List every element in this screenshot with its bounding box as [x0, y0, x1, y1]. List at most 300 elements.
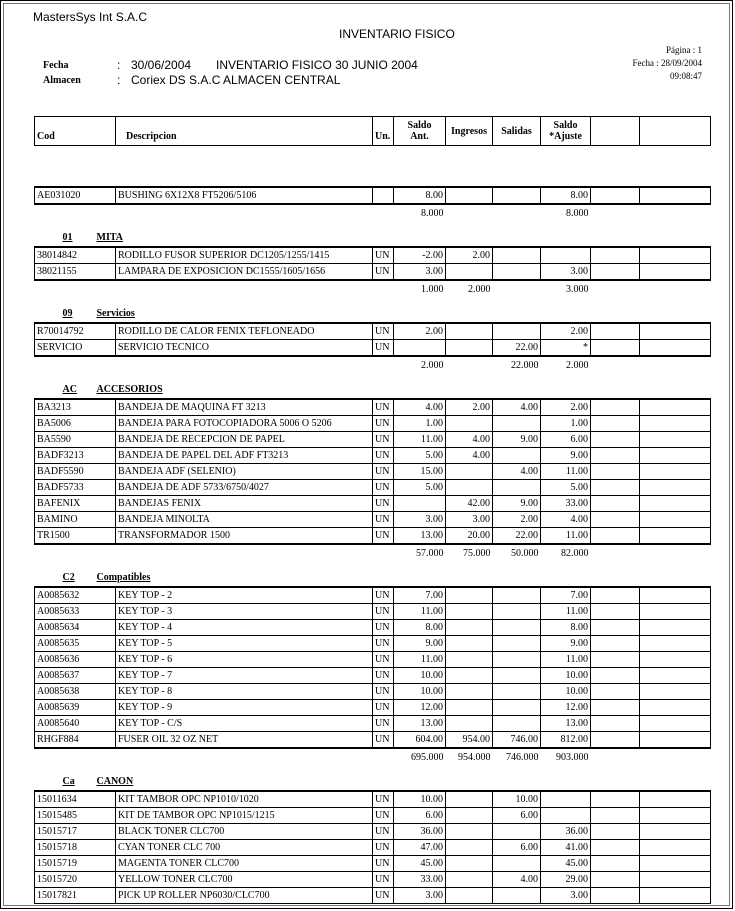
cell-saldo-ajuste: 29.00 [541, 872, 591, 888]
cell-saldo-ant: 11.00 [394, 432, 446, 448]
cell-saldo-ant: 1.00 [394, 416, 446, 432]
cell-saldo-ajuste: 7.00 [541, 587, 591, 604]
cell-cod: A0085637 [35, 668, 116, 684]
group-heading [35, 773, 711, 791]
cell-salidas [493, 668, 541, 684]
cell-cod: BA5006 [35, 416, 116, 432]
cell-saldo-ant: 11.00 [394, 604, 446, 620]
cell-un: UN [373, 604, 394, 620]
cell-saldo-ant: 15.00 [394, 464, 446, 480]
cell-salidas: 22.00 [493, 340, 541, 357]
group-gap-cell [35, 222, 711, 229]
cell-ingresos: 4.00 [446, 432, 493, 448]
cell-un: UN [373, 700, 394, 716]
cell-saldo-ant: 6.00 [394, 808, 446, 824]
cell-ingresos: 2.00 [446, 247, 493, 264]
total-salidas: 22.000 [511, 360, 539, 371]
table-row [35, 824, 711, 840]
cell-saldo-ajuste: 6.00 [541, 432, 591, 448]
saldo-ant-line2: Ant. [410, 131, 429, 142]
cell-ingresos [446, 620, 493, 636]
group-total-row [35, 356, 711, 374]
cell-blank-2 [640, 668, 711, 684]
group-gap-cell [35, 298, 711, 305]
group-gap [35, 766, 711, 773]
cell-blank-2 [640, 732, 711, 749]
cell-descripcion: RODILLO FUSOR SUPERIOR DC1205/1255/1415 [116, 247, 373, 264]
cell-blank-2 [640, 496, 711, 512]
group-name: ACCESORIOS [96, 384, 163, 395]
cell-un: UN [373, 528, 394, 545]
fecha-label: Fecha [43, 60, 69, 71]
cell-ingresos [446, 791, 493, 808]
cell-blank-1 [591, 716, 640, 732]
cell-saldo-ajuste: 9.00 [541, 636, 591, 652]
cell-cod: TR1500 [35, 528, 116, 545]
table-row [35, 791, 711, 808]
cell-blank-2 [640, 416, 711, 432]
col-header-descripcion: Descripcion [116, 117, 373, 146]
group-heading [35, 569, 711, 587]
group-gap [35, 222, 711, 229]
cell-cod: A0085638 [35, 684, 116, 700]
table-row [35, 587, 711, 604]
group-heading [35, 229, 711, 247]
table-row [35, 872, 711, 888]
cell-un: UN [373, 872, 394, 888]
cell-blank-2 [640, 684, 711, 700]
cell-blank-1 [591, 528, 640, 545]
cell-salidas [493, 700, 541, 716]
cell-salidas [493, 716, 541, 732]
cell-salidas [493, 264, 541, 281]
cell-cod: A0085634 [35, 620, 116, 636]
cell-saldo-ant: 10.00 [394, 791, 446, 808]
cell-cod: A0085635 [35, 636, 116, 652]
inventory-table [34, 116, 711, 904]
cell-un: UN [373, 716, 394, 732]
cell-un: UN [373, 808, 394, 824]
cell-ingresos [446, 187, 493, 204]
group-code: Ca [62, 776, 75, 787]
table-row [35, 700, 711, 716]
cell-salidas: 4.00 [493, 399, 541, 416]
group-total-row [35, 748, 711, 766]
total-saldo-ant: 1.000 [421, 284, 444, 295]
cell-blank-1 [591, 684, 640, 700]
group-code: AC [62, 384, 77, 395]
group-name: MITA [96, 232, 123, 243]
cell-saldo-ant: 3.00 [394, 264, 446, 281]
cell-blank-1 [591, 791, 640, 808]
cell-ingresos [446, 587, 493, 604]
cell-ingresos [446, 323, 493, 340]
cell-saldo-ajuste: 11.00 [541, 528, 591, 545]
cell-descripcion: KEY TOP - 6 [116, 652, 373, 668]
cell-un: UN [373, 684, 394, 700]
cell-un: UN [373, 448, 394, 464]
group-gap [35, 562, 711, 569]
cell-saldo-ajuste: 2.00 [541, 323, 591, 340]
cell-blank-2 [640, 604, 711, 620]
total-ingresos: 2.000 [468, 284, 491, 295]
cell-saldo-ant: 12.00 [394, 700, 446, 716]
cell-ingresos [446, 636, 493, 652]
table-row [35, 480, 711, 496]
cell-blank-1 [591, 888, 640, 904]
total-ingresos [446, 356, 493, 374]
cell-un: UN [373, 399, 394, 416]
table-row [35, 620, 711, 636]
total-saldo-ajuste: 903.000 [556, 752, 589, 763]
cell-ingresos: 4.00 [446, 448, 493, 464]
cell-descripcion: KEY TOP - 3 [116, 604, 373, 620]
group-gap-cell [35, 562, 711, 569]
cell-ingresos [446, 840, 493, 856]
cell-descripcion: BANDEJA PARA FOTOCOPIADORA 5006 O 5206 [116, 416, 373, 432]
cell-blank-1 [591, 668, 640, 684]
cell-blank-1 [591, 824, 640, 840]
table-row [35, 840, 711, 856]
cell-ingresos [446, 684, 493, 700]
cell-saldo-ajuste: 2.00 [541, 399, 591, 416]
cell-ingresos [446, 264, 493, 281]
cell-saldo-ant: 3.00 [394, 512, 446, 528]
cell-blank-1 [591, 448, 640, 464]
cell-saldo-ant: 2.00 [394, 323, 446, 340]
total-spacer [35, 204, 394, 222]
cell-cod: 15015719 [35, 856, 116, 872]
cell-ingresos [446, 668, 493, 684]
cell-salidas: 746.00 [493, 732, 541, 749]
cell-blank-1 [591, 496, 640, 512]
cell-saldo-ant [394, 340, 446, 357]
cell-cod: 15015485 [35, 808, 116, 824]
table-row [35, 432, 711, 448]
cell-cod: BAMINO [35, 512, 116, 528]
cell-blank-2 [640, 808, 711, 824]
cell-ingresos: 954.00 [446, 732, 493, 749]
cell-salidas: 6.00 [493, 840, 541, 856]
cell-saldo-ant: 9.00 [394, 636, 446, 652]
cell-salidas: 10.00 [493, 791, 541, 808]
col-header-saldo-ant [394, 117, 446, 146]
cell-descripcion: SERVICIO TECNICO [116, 340, 373, 357]
group-code: 01 [62, 232, 73, 243]
cell-saldo-ant: 45.00 [394, 856, 446, 872]
cell-un: UN [373, 824, 394, 840]
cell-un: UN [373, 587, 394, 604]
cell-descripcion: YELLOW TONER CLC700 [116, 872, 373, 888]
table-row [35, 684, 711, 700]
cell-ingresos [446, 856, 493, 872]
cell-cod: 15011634 [35, 791, 116, 808]
total-saldo-ajuste: 8.000 [566, 208, 589, 219]
cell-salidas [493, 652, 541, 668]
cell-descripcion: KIT TAMBOR OPC NP1010/1020 [116, 791, 373, 808]
cell-cod: RHGF884 [35, 732, 116, 749]
table-row [35, 496, 711, 512]
cell-saldo-ant: 47.00 [394, 840, 446, 856]
cell-blank-1 [591, 247, 640, 264]
cell-blank-1 [591, 187, 640, 204]
cell-descripcion: KEY TOP - 4 [116, 620, 373, 636]
total-blank [591, 544, 711, 562]
group-gap [35, 374, 711, 381]
cell-saldo-ant: 33.00 [394, 872, 446, 888]
header-spacer [35, 146, 711, 188]
group-gap-cell [35, 374, 711, 381]
cell-blank-2 [640, 264, 711, 281]
cell-blank-2 [640, 636, 711, 652]
cell-blank-1 [591, 587, 640, 604]
group-gap [35, 298, 711, 305]
table-header-row [35, 117, 711, 146]
cell-saldo-ajuste: 41.00 [541, 840, 591, 856]
col-header-blank-1 [591, 117, 640, 146]
cell-salidas: 2.00 [493, 512, 541, 528]
cell-saldo-ajuste: 4.00 [541, 512, 591, 528]
table-row [35, 399, 711, 416]
cell-blank-2 [640, 323, 711, 340]
cell-blank-1 [591, 620, 640, 636]
cell-salidas [493, 620, 541, 636]
cell-blank-2 [640, 480, 711, 496]
table-row [35, 808, 711, 824]
table-row [35, 732, 711, 749]
cell-un: UN [373, 323, 394, 340]
cell-descripcion: BANDEJA DE PAPEL DEL ADF FT3213 [116, 448, 373, 464]
cell-saldo-ant: 10.00 [394, 668, 446, 684]
cell-blank-2 [640, 856, 711, 872]
cell-descripcion: KIT DE TAMBOR OPC NP1015/1215 [116, 808, 373, 824]
group-name-cell [96, 381, 711, 399]
cell-cod: 15015717 [35, 824, 116, 840]
cell-un: UN [373, 668, 394, 684]
table-row [35, 264, 711, 281]
group-heading [35, 305, 711, 323]
group-total-row [35, 544, 711, 562]
cell-un: UN [373, 840, 394, 856]
cell-salidas [493, 187, 541, 204]
total-blank [591, 204, 711, 222]
cell-un: UN [373, 856, 394, 872]
cell-descripcion: KEY TOP - 2 [116, 587, 373, 604]
cell-blank-1 [591, 432, 640, 448]
cell-saldo-ant: 8.00 [394, 187, 446, 204]
cell-saldo-ant: 11.00 [394, 652, 446, 668]
cell-descripcion: CYAN TONER CLC 700 [116, 840, 373, 856]
table-row [35, 323, 711, 340]
group-gap-cell [35, 766, 711, 773]
cell-cod: 38021155 [35, 264, 116, 281]
cell-descripcion: BANDEJA DE ADF 5733/6750/4027 [116, 480, 373, 496]
total-blank [591, 356, 711, 374]
cell-blank-1 [591, 840, 640, 856]
cell-cod: A0085633 [35, 604, 116, 620]
cell-cod: 38014842 [35, 247, 116, 264]
saldo-ant-line1: Saldo [407, 120, 432, 131]
cell-cod: A0085639 [35, 700, 116, 716]
cell-un: UN [373, 888, 394, 904]
print-time: 09:08:47 [669, 71, 702, 81]
cell-ingresos [446, 716, 493, 732]
cell-salidas: 6.00 [493, 808, 541, 824]
cell-saldo-ant: 7.00 [394, 587, 446, 604]
saldo-ajuste-line2: *Ajuste [549, 131, 582, 142]
cell-blank-2 [640, 448, 711, 464]
cell-blank-2 [640, 340, 711, 357]
cell-blank-2 [640, 528, 711, 545]
group-name-cell [96, 229, 711, 247]
col-header-un: Un. [373, 117, 394, 146]
page-number: Página : 1 [666, 45, 702, 55]
cell-saldo-ant: 13.00 [394, 528, 446, 545]
total-salidas [493, 204, 541, 222]
cell-blank-1 [591, 652, 640, 668]
group-total-row [35, 204, 711, 222]
group-code: 09 [62, 308, 73, 319]
col-header-cod: Cod [35, 117, 116, 146]
cell-saldo-ajuste: 3.00 [541, 264, 591, 281]
cell-ingresos: 2.00 [446, 399, 493, 416]
table-row [35, 416, 711, 432]
cell-blank-2 [640, 587, 711, 604]
cell-blank-2 [640, 512, 711, 528]
inventory-table-body [35, 117, 711, 904]
total-saldo-ajuste: 3.000 [566, 284, 589, 295]
cell-saldo-ant: 604.00 [394, 732, 446, 749]
cell-descripcion: KEY TOP - C/S [116, 716, 373, 732]
cell-saldo-ajuste: 8.00 [541, 187, 591, 204]
table-row [35, 528, 711, 545]
cell-blank-2 [640, 464, 711, 480]
table-row [35, 888, 711, 904]
cell-cod: SERVICIO [35, 340, 116, 357]
cell-saldo-ajuste: 8.00 [541, 620, 591, 636]
table-row [35, 856, 711, 872]
cell-blank-1 [591, 700, 640, 716]
cell-descripcion: BANDEJAS FENIX [116, 496, 373, 512]
cell-saldo-ajuste: 9.00 [541, 448, 591, 464]
table-row [35, 668, 711, 684]
cell-un: UN [373, 512, 394, 528]
cell-saldo-ajuste: 33.00 [541, 496, 591, 512]
cell-salidas [493, 856, 541, 872]
cell-blank-1 [591, 264, 640, 281]
cell-salidas: 22.00 [493, 528, 541, 545]
cell-cod: AE031020 [35, 187, 116, 204]
cell-saldo-ajuste: 1.00 [541, 416, 591, 432]
total-spacer [35, 544, 394, 562]
cell-blank-1 [591, 416, 640, 432]
table-row [35, 187, 711, 204]
cell-salidas [493, 448, 541, 464]
cell-cod: A0085632 [35, 587, 116, 604]
cell-saldo-ant: 8.00 [394, 620, 446, 636]
cell-cod: BADF5590 [35, 464, 116, 480]
fecha-value: 30/06/2004 [131, 58, 192, 72]
cell-un: UN [373, 340, 394, 357]
group-heading [35, 381, 711, 399]
cell-salidas [493, 480, 541, 496]
group-name: Servicios [96, 308, 135, 319]
cell-saldo-ant: -2.00 [394, 247, 446, 264]
cell-descripcion: BANDEJA DE MAQUINA FT 3213 [116, 399, 373, 416]
header-spacer-cell [35, 146, 711, 188]
cell-blank-1 [591, 732, 640, 749]
total-blank [591, 748, 711, 766]
cell-salidas: 9.00 [493, 432, 541, 448]
cell-descripcion: MAGENTA TONER CLC700 [116, 856, 373, 872]
cell-salidas: 4.00 [493, 464, 541, 480]
cell-ingresos [446, 888, 493, 904]
table-row [35, 247, 711, 264]
table-row [35, 448, 711, 464]
cell-blank-2 [640, 840, 711, 856]
cell-descripcion: FUSER OIL 32 OZ NET [116, 732, 373, 749]
cell-ingresos [446, 464, 493, 480]
cell-blank-2 [640, 247, 711, 264]
cell-descripcion: BUSHING 6X12X8 FT5206/5106 [116, 187, 373, 204]
cell-cod: BAFENIX [35, 496, 116, 512]
cell-blank-1 [591, 512, 640, 528]
group-name-cell [96, 305, 711, 323]
cell-ingresos: 20.00 [446, 528, 493, 545]
cell-blank-2 [640, 432, 711, 448]
table-row [35, 464, 711, 480]
cell-descripcion: KEY TOP - 9 [116, 700, 373, 716]
cell-cod: A0085636 [35, 652, 116, 668]
total-saldo-ant: 57.000 [416, 548, 444, 559]
cell-blank-1 [591, 604, 640, 620]
cell-salidas [493, 247, 541, 264]
cell-salidas: 4.00 [493, 872, 541, 888]
cell-ingresos [446, 480, 493, 496]
total-saldo-ant: 8.000 [421, 208, 444, 219]
cell-blank-2 [640, 791, 711, 808]
cell-saldo-ajuste: 36.00 [541, 824, 591, 840]
col-header-saldo-ajuste [541, 117, 591, 146]
cell-saldo-ajuste [541, 247, 591, 264]
col-header-ingresos: Ingresos [446, 117, 493, 146]
total-salidas: 746.000 [506, 752, 539, 763]
cell-blank-2 [640, 620, 711, 636]
cell-un: UN [373, 247, 394, 264]
cell-descripcion: BANDEJA DE RECEPCION DE PAPEL [116, 432, 373, 448]
cell-saldo-ajuste [541, 808, 591, 824]
cell-un: UN [373, 620, 394, 636]
inventory-name: INVENTARIO FISICO 30 JUNIO 2004 [216, 58, 418, 72]
cell-saldo-ajuste: 5.00 [541, 480, 591, 496]
cell-descripcion: LAMPARA DE EXPOSICION DC1555/1605/1656 [116, 264, 373, 281]
cell-salidas [493, 636, 541, 652]
cell-un: UN [373, 480, 394, 496]
group-name-cell [96, 773, 711, 791]
cell-cod: BA5590 [35, 432, 116, 448]
total-saldo-ajuste: 2.000 [566, 360, 589, 371]
cell-cod: A0085640 [35, 716, 116, 732]
cell-salidas [493, 323, 541, 340]
table-row [35, 652, 711, 668]
cell-un: UN [373, 496, 394, 512]
group-name: CANON [96, 776, 134, 787]
col-header-blank-2 [640, 117, 711, 146]
fecha-sep: : [117, 58, 121, 72]
almacen-value: Coriex DS S.A.C ALMACEN CENTRAL [131, 73, 341, 87]
cell-ingresos [446, 700, 493, 716]
cell-blank-2 [640, 872, 711, 888]
